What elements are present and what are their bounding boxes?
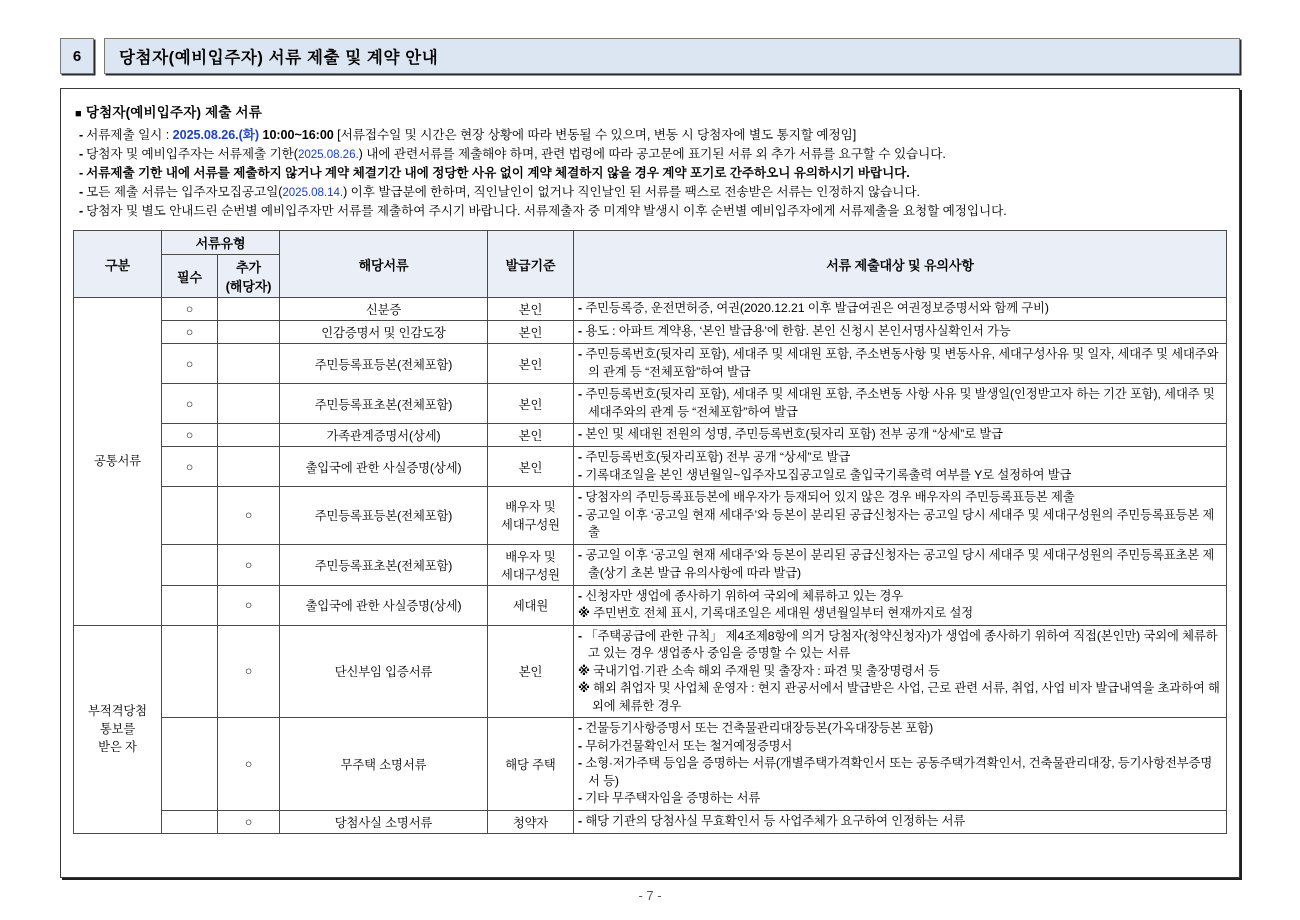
notice-heading <box>75 101 1227 121</box>
cell-additional-mark <box>218 424 280 447</box>
notice-text: 당첨자 및 별도 안내드린 순번별 예비입주자만 서류를 제출하여 주시기 바랍니다. 서류제출자 중 미계약 발생시 이후 순번별 예비입주자에게 서류제출을 요청할 예정입니다. <box>86 204 1007 218</box>
note-text: 주민등록증, 운전면허증, 여권(2020.12.21 이후 발급여권은 여권정보증명서와 함께 구비) <box>585 301 1049 316</box>
note-item <box>578 449 1222 467</box>
dash-bullet-icon: - <box>578 347 586 361</box>
cell-issuance-basis-line: 배우자 및 <box>505 500 556 515</box>
th-additional <box>218 255 280 298</box>
note-item <box>578 300 1222 318</box>
notice-text: 당첨자 및 예비입주자는 서류제출 기한( <box>86 147 298 161</box>
dash-bullet-icon: - <box>79 185 84 199</box>
cell-issuance-basis-line: 세대구성원 <box>501 518 560 533</box>
note-text: 기록대조일을 본인 생년월일~입주자모집공고일로 출입국기록출력 여부를 Y로 설정하여 발급 <box>585 467 1072 482</box>
table-head <box>74 231 1227 298</box>
th-submission-target: 서류 제출대상 및 유의사항 <box>574 231 1227 298</box>
dash-bullet-icon: - <box>578 467 586 482</box>
note-item <box>578 386 1222 421</box>
dash-bullet-icon: - <box>578 450 586 464</box>
table-row <box>74 487 1227 545</box>
cell-notes <box>574 487 1227 545</box>
reference-mark-icon: ※ <box>578 663 594 678</box>
row-group-label-line: 통보를 <box>99 722 136 736</box>
cell-additional-mark: ○ <box>218 487 280 545</box>
cell-notes <box>574 344 1227 384</box>
section-number-box <box>60 38 94 74</box>
cell-issuance-basis <box>488 544 574 585</box>
note-text: 국내기업·기관 소속 해외 주재원 및 출장자 : 파견 및 출장명령서 등 <box>593 663 940 678</box>
th-additional-line2: (해당자) <box>225 279 272 294</box>
dash-bullet-icon: - <box>578 427 586 442</box>
dash-bullet-icon: - <box>578 738 586 753</box>
cell-document-name: 출입국에 관한 사실증명(상세) <box>280 585 488 625</box>
notice-line <box>79 145 1227 164</box>
note-text: 용도 : 아파트 계약용, ‘본인 발급용’에 한함. 본인 신청시 본인서명사실확인서 가능 <box>585 324 1011 339</box>
dash-bullet-icon: - <box>578 490 586 504</box>
cell-issuance-basis: 본인 <box>488 625 574 718</box>
dash-bullet-icon: - <box>578 813 586 828</box>
cell-document-name: 주민등록표등본(전체포함) <box>280 344 488 384</box>
section-title-bar <box>104 38 1240 74</box>
dash-bullet-icon: - <box>578 387 586 401</box>
cell-document-name: 출입국에 관한 사실증명(상세) <box>280 447 488 487</box>
notice-text: 10:00~16:00 <box>262 128 334 142</box>
reference-mark-icon: ※ <box>578 681 594 695</box>
page-footer <box>0 888 1300 903</box>
cell-required-mark: ○ <box>162 344 218 384</box>
cell-notes <box>574 424 1227 447</box>
notice-text: 모든 제출 서류는 입주자모집공고일( <box>86 185 283 199</box>
page-number: - 7 - <box>638 888 662 903</box>
table-row <box>74 344 1227 384</box>
cell-notes <box>574 298 1227 321</box>
note-text: 주민등록번호(뒷자리 포함), 세대주 및 세대원 포함, 주소변동사항 및 변동사유, 세대구성사유 및 일자, 세대주 및 세대주와의 관계 등 “전체포함”하여 발급 <box>585 347 1219 379</box>
cell-additional-mark: ○ <box>218 585 280 625</box>
th-required: 필수 <box>162 255 218 298</box>
dash-bullet-icon: - <box>578 721 586 735</box>
cell-required-mark <box>162 810 218 833</box>
notice-heading-text: 당첨자(예비입주자) 제출 서류 <box>85 105 263 120</box>
notice-text: ) 이후 발급분에 한하며, 직인날인이 없거나 직인날인 된 서류를 팩스로 전송받은 서류는 인정하지 않습니다. <box>343 185 920 199</box>
th-document-type: 서류유형 <box>162 231 280 255</box>
table-row <box>74 718 1227 811</box>
cell-additional-mark <box>218 321 280 344</box>
note-text: 공고일 이후 ‘공고일 현재 세대주’와 등본이 분리된 공급신청자는 공고일 당시 세대주 및 세대구성원의 주민등록표등본 제출 <box>585 507 1215 539</box>
cell-notes <box>574 544 1227 585</box>
note-item <box>578 813 1222 831</box>
dash-bullet-icon: - <box>578 507 586 522</box>
note-item <box>578 680 1222 715</box>
cell-required-mark <box>162 625 218 718</box>
cell-required-mark <box>162 487 218 545</box>
cell-issuance-basis: 본인 <box>488 384 574 424</box>
section-header <box>60 38 1240 74</box>
cell-additional-mark: ○ <box>218 810 280 833</box>
row-group-label-line: 부적격당첨 <box>88 704 147 718</box>
notice-text: 서류제출 기한 내에 서류를 제출하지 않거나 계약 체결기간 내에 정당한 사유 없이 계약 체결하지 않을 경우 계약 포기로 간주하오니 유의하시기 바랍니다. <box>86 166 910 180</box>
cell-notes <box>574 810 1227 833</box>
note-item <box>578 588 1222 606</box>
th-issuance-basis: 발급기준 <box>488 231 574 298</box>
note-text: 건물등기사항증명서 또는 건축물관리대장등본(가옥대장등본 포함) <box>585 721 934 735</box>
note-item <box>578 720 1222 738</box>
note-item <box>578 467 1222 485</box>
table-row <box>74 321 1227 344</box>
note-item <box>578 755 1222 790</box>
row-group-label-line: 공통서류 <box>93 454 142 469</box>
cell-issuance-basis: 본인 <box>488 298 574 321</box>
note-item <box>578 323 1222 341</box>
cell-required-mark: ○ <box>162 384 218 424</box>
cell-issuance-basis-line: 세대구성원 <box>501 567 560 582</box>
table-row <box>74 447 1227 487</box>
table-body <box>74 298 1227 834</box>
page-title: 당첨자(예비입주자) 서류 제출 및 계약 안내 <box>119 49 439 67</box>
dash-bullet-icon: - <box>578 301 586 316</box>
dash-bullet-icon: - <box>79 166 84 180</box>
notice-text: 2025.08.26. <box>297 148 359 161</box>
notice-text: ) 내에 관련서류를 제출해야 하며, 관련 법령에 따라 공고문에 표기된 서류 외 추가 서류를 요구할 수 있습니다. <box>358 147 946 161</box>
cell-additional-mark: ○ <box>218 625 280 718</box>
cell-document-name: 주민등록표초본(전체포함) <box>280 544 488 585</box>
cell-document-name: 신분증 <box>280 298 488 321</box>
note-item <box>578 628 1222 663</box>
table-row <box>74 544 1227 585</box>
notice-line <box>79 126 1227 145</box>
notice-text: [서류접수일 및 시간은 현장 상황에 따라 변동될 수 있으며, 변동 시 당첨자에 별도 통지할 예정임] <box>333 128 857 142</box>
cell-notes <box>574 447 1227 487</box>
square-bullet-icon: ■ <box>75 108 82 120</box>
cell-issuance-basis: 해당 주택 <box>488 718 574 811</box>
note-text: 무허가건물확인서 또는 철거예정증명서 <box>585 738 793 753</box>
cell-required-mark: ○ <box>162 424 218 447</box>
cell-additional-mark <box>218 298 280 321</box>
cell-document-name: 인감증명서 및 인감도장 <box>280 321 488 344</box>
cell-additional-mark <box>218 384 280 424</box>
note-text: 해당 기관의 당첨사실 무효확인서 등 사업주체가 요구하여 인정하는 서류 <box>585 813 966 828</box>
note-text: 신청자만 생업에 종사하기 위하여 국외에 체류하고 있는 경우 <box>585 588 903 603</box>
th-document-name: 해당서류 <box>280 231 488 298</box>
cell-document-name: 단신부임 입증서류 <box>280 625 488 718</box>
note-text: 기타 무주택자임을 증명하는 서류 <box>585 791 761 805</box>
cell-document-name: 가족관계증명서(상세) <box>280 424 488 447</box>
cell-issuance-basis: 본인 <box>488 447 574 487</box>
cell-required-mark: ○ <box>162 447 218 487</box>
dash-bullet-icon: - <box>578 628 586 643</box>
table-row <box>74 384 1227 424</box>
cell-required-mark: ○ <box>162 321 218 344</box>
table-row <box>74 625 1227 718</box>
cell-notes <box>574 625 1227 718</box>
note-text: 「주택공급에 관한 규칙」 제4조제8항에 의거 당첨자(청약신청자)가 생업에 종사하기 위하여 직접(본인만) 국외에 체류하고 있는 경우 생업종사 중임을 증명할 수 있는 서류 <box>585 628 1218 660</box>
cell-issuance-basis: 청약자 <box>488 810 574 833</box>
note-item <box>578 547 1222 582</box>
note-text: 공고일 이후 ‘공고일 현재 세대주’와 등본이 분리된 공급신청자는 공고일 당시 세대주 및 세대구성원의 주민등록표초본 제출(상기 초본 발급 유의사항에 따라 발급) <box>585 548 1215 580</box>
note-text: 당첨자의 주민등록표등본에 배우자가 등재되어 있지 않은 경우 배우자의 주민등록표등본 제출 <box>585 490 1075 504</box>
dash-bullet-icon: - <box>578 324 586 339</box>
cell-issuance-basis: 본인 <box>488 321 574 344</box>
cell-document-name: 주민등록표초본(전체포함) <box>280 384 488 424</box>
table-row <box>74 810 1227 833</box>
cell-notes <box>574 321 1227 344</box>
note-item <box>578 346 1222 381</box>
dash-bullet-icon: - <box>578 548 586 562</box>
table-row <box>74 298 1227 321</box>
notice-text: 서류제출 일시 : <box>86 128 173 142</box>
note-text: 주민등록번호(뒷자리 포함), 세대주 및 세대원 포함, 주소변동 사항 사유 및 발생일(인정받고자 하는 기간 포함), 세대주 및 세대주와의 관계 등 “전체포함”하여 발급 <box>585 387 1215 419</box>
note-text: 본인 및 세대원 전원의 성명, 주민등록번호(뒷자리 포함) 전부 공개 “상세”로 발급 <box>585 427 1003 442</box>
cell-notes <box>574 718 1227 811</box>
cell-required-mark <box>162 718 218 811</box>
cell-issuance-basis: 세대원 <box>488 585 574 625</box>
notice-line <box>79 202 1227 221</box>
dash-bullet-icon: - <box>79 204 84 218</box>
table-header-row-1 <box>74 231 1227 255</box>
reference-mark-icon: ※ <box>578 606 594 620</box>
dash-bullet-icon: - <box>578 791 586 805</box>
dash-bullet-icon: - <box>79 147 84 161</box>
th-gubun: 구분 <box>74 231 162 298</box>
note-item <box>578 738 1222 756</box>
note-item <box>578 790 1222 808</box>
note-text: 주민번호 전체 표시, 기록대조일은 세대원 생년월일부터 현재까지로 설정 <box>593 606 974 620</box>
cell-document-name: 당첨사실 소명서류 <box>280 810 488 833</box>
cell-issuance-basis: 본인 <box>488 424 574 447</box>
cell-additional-mark <box>218 447 280 487</box>
cell-required-mark: ○ <box>162 298 218 321</box>
note-item <box>578 507 1222 542</box>
notice-list <box>73 126 1227 221</box>
th-additional-line1: 추가 <box>236 260 261 275</box>
section-number: 6 <box>72 47 82 65</box>
note-item <box>578 489 1222 507</box>
note-item <box>578 605 1222 623</box>
row-group-label <box>74 298 162 626</box>
note-item <box>578 663 1222 681</box>
note-text: 해외 취업자 및 사업체 운영자 : 현지 관공서에서 발급받은 사업, 근로 관련 서류, 취업, 사업 비자 발급내역을 초과하여 해외에 체류한 경우 <box>592 681 1220 713</box>
content-panel <box>60 88 1240 878</box>
note-item <box>578 426 1222 444</box>
cell-notes <box>574 384 1227 424</box>
note-text: 소형·저가주택 등임을 증명하는 서류(개별주택가격확인서 또는 공동주택가격확인서, 건축물관리대장, 등기사항전부증명서 등) <box>585 756 1213 788</box>
documents-table <box>73 230 1227 834</box>
cell-issuance-basis <box>488 487 574 545</box>
cell-document-name: 주민등록표등본(전체포함) <box>280 487 488 545</box>
notice-text: 2025.08.26.(화) <box>172 128 260 142</box>
notice-line <box>79 164 1227 183</box>
row-group-label <box>74 625 162 833</box>
cell-additional-mark: ○ <box>218 544 280 585</box>
cell-notes <box>574 585 1227 625</box>
cell-required-mark <box>162 585 218 625</box>
notice-text: 2025.08.14. <box>282 186 344 199</box>
cell-additional-mark: ○ <box>218 718 280 811</box>
cell-issuance-basis: 본인 <box>488 344 574 384</box>
dash-bullet-icon: - <box>578 756 586 770</box>
table-row <box>74 424 1227 447</box>
dash-bullet-icon: - <box>79 128 84 142</box>
cell-required-mark <box>162 544 218 585</box>
table-row <box>74 585 1227 625</box>
dash-bullet-icon: - <box>578 588 586 603</box>
cell-document-name: 무주택 소명서류 <box>280 718 488 811</box>
row-group-label-line: 받은 자 <box>98 740 137 754</box>
cell-issuance-basis-line: 배우자 및 <box>505 549 556 564</box>
cell-additional-mark <box>218 344 280 384</box>
note-text: 주민등록번호(뒷자리포함) 전부 공개 “상세”로 발급 <box>585 450 851 464</box>
notice-line <box>79 183 1227 202</box>
